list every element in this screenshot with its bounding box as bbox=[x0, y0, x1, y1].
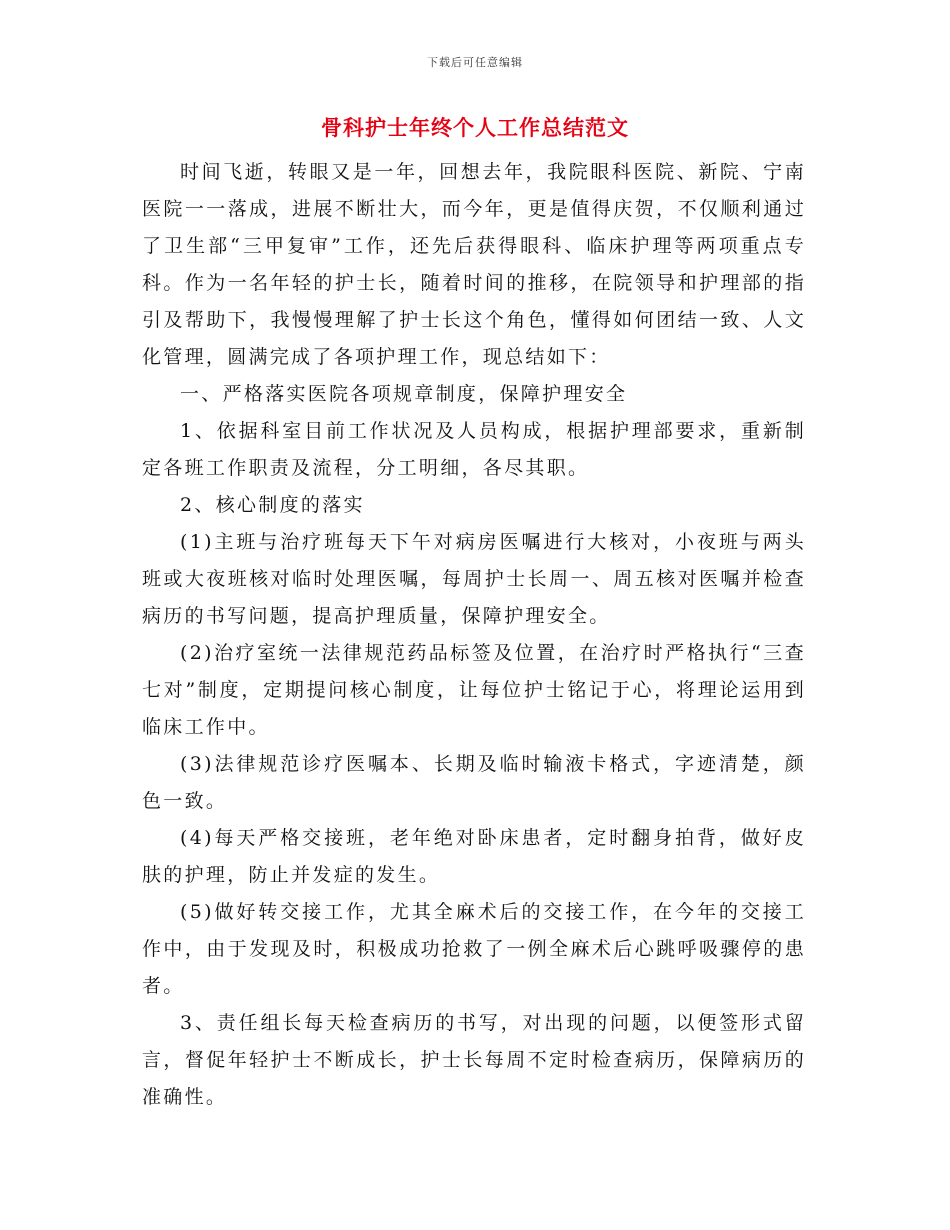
document-body bbox=[142, 154, 806, 1116]
paragraph-subitem-4: (4)每天严格交接班，老年绝对卧床患者，定时翻身拍背，做好皮肤的护理，防止并发症的发生。 bbox=[142, 827, 806, 886]
paragraph-subitem-5: (5)做好转交接工作，尤其全麻术后的交接工作，在今年的交接工作中，由于发现及时，积极成功抢救了一例全麻术后心跳呼吸骤停的患者。 bbox=[142, 901, 806, 997]
paragraph-subitem-1: (1)主班与治疗班每天下午对病房医嘱进行大核对，小夜班与两头班或大夜班核对临时处理医嘱，每周护士长周一、周五核对医嘱并检查病历的书写问题，提高护理质量，保障护理安全。 bbox=[142, 531, 806, 627]
paragraph-item-2: 2、核心制度的落实 bbox=[180, 494, 365, 516]
section-heading-1: 一、严格落实医院各项规章制度，保障护理安全 bbox=[180, 383, 628, 405]
document-title: 骨科护士年终个人工作总结范文 bbox=[321, 115, 629, 140]
paragraph-subitem-3: (3)法律规范诊疗医嘱本、长期及临时输液卡格式，字迹清楚，颜色一致。 bbox=[142, 753, 806, 812]
paragraph-intro: 时间飞逝，转眼又是一年，回想去年，我院眼科医院、新院、宁南医院一一落成，进展不断壮大，而今年，更是值得庆贺，不仅顺利通过了卫生部“三甲复审”工作，还先后获得眼科、临床护理等两项重点专科。作为一名年轻的护士长，随着时间的推移，在院领导和护理部的指引及帮助下，我慢慢理解了护士长这个角色，懂得如何团结一致、人文化管理，圆满完成了各项护理工作，现总结如下： bbox=[142, 161, 806, 368]
paragraph-subitem-2: (2)治疗室统一法律规范药品标签及位置，在治疗时严格执行“三查七对”制度，定期提问核心制度，让每位护士铭记于心，将理论运用到临床工作中。 bbox=[142, 642, 806, 738]
paragraph-item-1: 1、依据科室目前工作状况及人员构成，根据护理部要求，重新制定各班工作职责及流程，分工明细，各尽其职。 bbox=[142, 420, 806, 479]
header-note: 下载后可任意编辑 bbox=[427, 56, 523, 69]
paragraph-item-3: 3、责任组长每天检查病历的书写，对出现的问题，以便签形式留言，督促年轻护士不断成长，护士长每周不定时检查病历，保障病历的准确性。 bbox=[142, 1012, 806, 1108]
